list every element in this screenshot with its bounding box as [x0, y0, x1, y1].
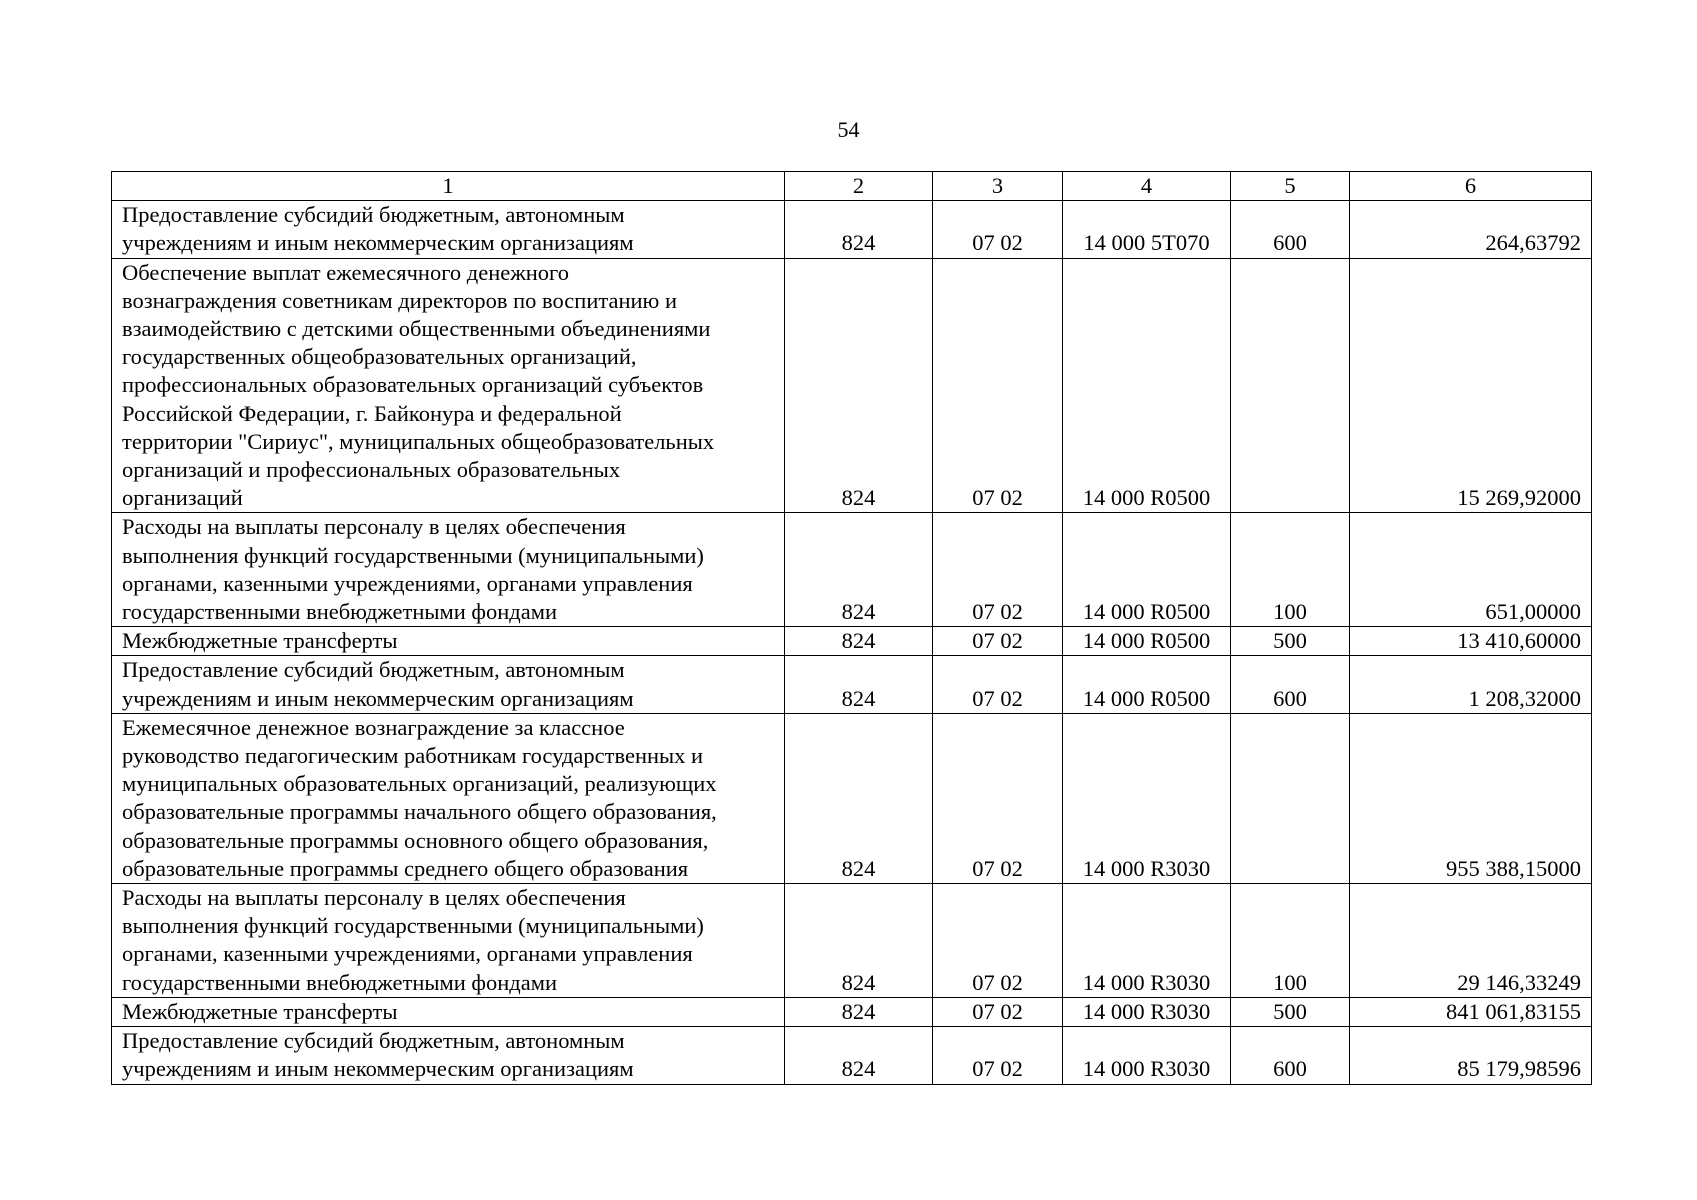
description-line: Предоставление субсидий бюджетным, автономным	[122, 1028, 625, 1054]
description-line: руководство педагогическим работникам государственных и	[122, 743, 704, 769]
department-code: 824	[785, 201, 933, 258]
section-code: 07 02	[933, 713, 1063, 883]
target-article-code: 14 000 5Т070	[1063, 201, 1231, 258]
column-header-5: 5	[1231, 172, 1350, 201]
column-header-6: 6	[1350, 172, 1592, 201]
expense-type-code: 100	[1231, 884, 1350, 998]
column-header-3: 3	[933, 172, 1063, 201]
description-line: выполнения функций государственными (муниципальными)	[122, 913, 704, 939]
row-description	[112, 1027, 785, 1084]
description-line: учреждениям и иным некоммерческим организациям	[122, 685, 634, 711]
section-code: 07 02	[933, 513, 1063, 627]
table-row	[112, 201, 1592, 258]
column-header-2: 2	[785, 172, 933, 201]
description-line: образовательные программы основного общего образования,	[122, 827, 709, 853]
department-code: 824	[785, 513, 933, 627]
amount-value: 1 208,32000	[1350, 656, 1592, 713]
description-line: Ежемесячное денежное вознаграждение за классное	[122, 714, 625, 740]
row-description	[112, 201, 785, 258]
target-article-code: 14 000 R3030	[1063, 997, 1231, 1026]
department-code: 824	[785, 884, 933, 998]
description-line: профессиональных образовательных организаций субъектов	[122, 372, 704, 398]
table-header-row	[112, 172, 1592, 201]
description-line: муниципальных образовательных организаций, реализующих	[122, 771, 717, 797]
table-row	[112, 1027, 1592, 1084]
department-code: 824	[785, 997, 933, 1026]
description-line: территории "Сириус", муниципальных общеобразовательных	[122, 428, 715, 454]
target-article-code: 14 000 R0500	[1063, 513, 1231, 627]
row-description	[112, 258, 785, 513]
target-article-code: 14 000 R3030	[1063, 1027, 1231, 1084]
row-description	[112, 713, 785, 883]
target-article-code: 14 000 R3030	[1063, 884, 1231, 998]
department-code: 824	[785, 713, 933, 883]
target-article-code: 14 000 R0500	[1063, 258, 1231, 513]
target-article-code: 14 000 R3030	[1063, 713, 1231, 883]
amount-value: 955 388,15000	[1350, 713, 1592, 883]
section-code: 07 02	[933, 997, 1063, 1026]
department-code: 824	[785, 258, 933, 513]
description-line: учреждениям и иным некоммерческим организациям	[122, 1056, 634, 1082]
amount-value: 651,00000	[1350, 513, 1592, 627]
table-row	[112, 713, 1592, 883]
table-row	[112, 884, 1592, 998]
expense-type-code: 100	[1231, 513, 1350, 627]
expense-type-code: 500	[1231, 627, 1350, 656]
expense-type-code: 600	[1231, 656, 1350, 713]
page-number: 54	[837, 117, 860, 142]
expense-type-code	[1231, 713, 1350, 883]
description-line: Расходы на выплаты персоналу в целях обеспечения	[122, 885, 626, 911]
description-line: государственными внебюджетными фондами	[122, 969, 558, 995]
amount-value: 13 410,60000	[1350, 627, 1592, 656]
row-description	[112, 627, 785, 656]
amount-value: 841 061,83155	[1350, 997, 1592, 1026]
description-line: Российской Федерации, г. Байконура и федеральной	[122, 400, 622, 426]
description-line: организаций	[122, 485, 243, 511]
table-row	[112, 258, 1592, 513]
description-line: выполнения функций государственными (муниципальными)	[122, 542, 704, 568]
description-line: взаимодействию с детскими общественными объединениями	[122, 316, 711, 342]
amount-value: 15 269,92000	[1350, 258, 1592, 513]
department-code: 824	[785, 656, 933, 713]
description-line: Расходы на выплаты персоналу в целях обеспечения	[122, 514, 626, 540]
expense-type-code: 600	[1231, 201, 1350, 258]
expense-type-code	[1231, 258, 1350, 513]
table-row	[112, 656, 1592, 713]
row-description	[112, 997, 785, 1026]
description-line: органами, казенными учреждениями, органами управления	[122, 941, 693, 967]
table-row	[112, 997, 1592, 1026]
target-article-code: 14 000 R0500	[1063, 656, 1231, 713]
description-line: Предоставление субсидий бюджетным, автономным	[122, 202, 625, 228]
description-line: образовательные программы среднего общего образования	[122, 855, 689, 881]
section-code: 07 02	[933, 656, 1063, 713]
row-description	[112, 513, 785, 627]
column-header-1: 1	[112, 172, 785, 201]
amount-value: 264,63792	[1350, 201, 1592, 258]
department-code: 824	[785, 627, 933, 656]
expense-type-code: 600	[1231, 1027, 1350, 1084]
expense-type-code: 500	[1231, 997, 1350, 1026]
description-line: Обеспечение выплат ежемесячного денежного	[122, 259, 569, 285]
department-code: 824	[785, 1027, 933, 1084]
description-line: государственных общеобразовательных организаций,	[122, 344, 637, 370]
column-header-4: 4	[1063, 172, 1231, 201]
section-code: 07 02	[933, 201, 1063, 258]
section-code: 07 02	[933, 627, 1063, 656]
description-line: организаций и профессиональных образовательных	[122, 457, 621, 483]
description-line: вознаграждения советникам директоров по воспитанию и	[122, 287, 678, 313]
amount-value: 29 146,33249	[1350, 884, 1592, 998]
section-code: 07 02	[933, 258, 1063, 513]
description-line: государственными внебюджетными фондами	[122, 599, 558, 625]
table-row	[112, 627, 1592, 656]
section-code: 07 02	[933, 884, 1063, 998]
description-line: Межбюджетные трансферты	[122, 998, 398, 1024]
table-row	[112, 513, 1592, 627]
row-description	[112, 884, 785, 998]
section-code: 07 02	[933, 1027, 1063, 1084]
budget-table	[111, 171, 1592, 1085]
description-line: учреждениям и иным некоммерческим организациям	[122, 230, 634, 256]
row-description	[112, 656, 785, 713]
amount-value: 85 179,98596	[1350, 1027, 1592, 1084]
target-article-code: 14 000 R0500	[1063, 627, 1231, 656]
description-line: органами, казенными учреждениями, органами управления	[122, 570, 693, 596]
description-line: образовательные программы начального общего образования,	[122, 799, 717, 825]
description-line: Межбюджетные трансферты	[122, 628, 398, 654]
description-line: Предоставление субсидий бюджетным, автономным	[122, 657, 625, 683]
